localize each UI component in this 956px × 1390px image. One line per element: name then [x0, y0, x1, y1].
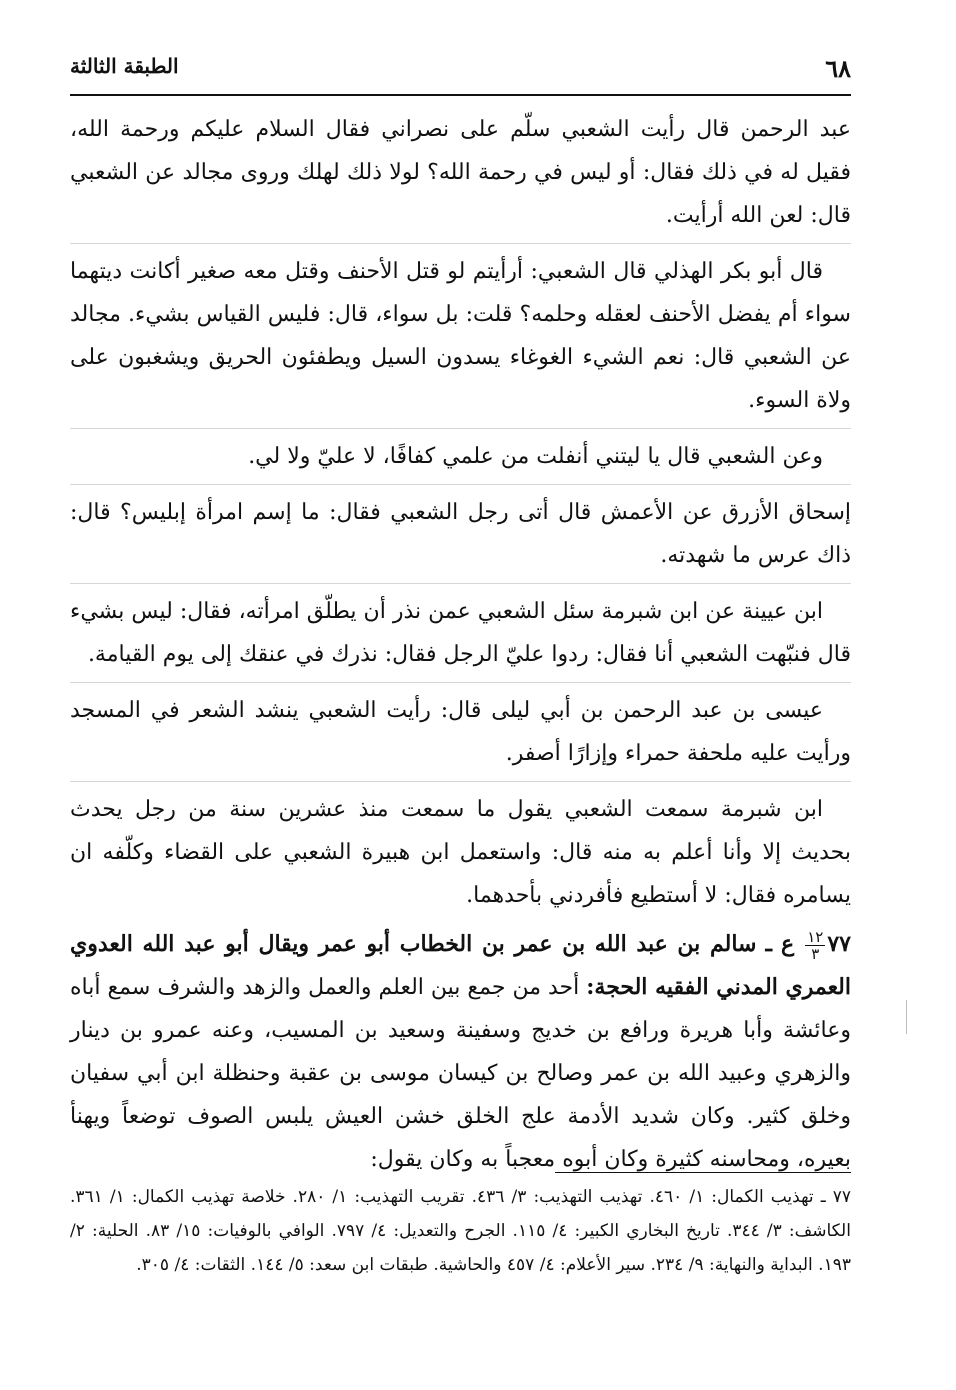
paragraph: وعن الشعبي قال يا ليتني أنفلت من علمي كفافًا، لا عليّ ولا لي.	[70, 428, 851, 484]
paragraph: عيسى بن عبد الرحمن بن أبي ليلى قال: رأيت الشعبي ينشد الشعر في المسجد ورأيت عليه ملحفة حمراء وإزارًا أصفر.	[70, 682, 851, 781]
page-header	[70, 50, 851, 96]
biography-entry	[70, 923, 851, 1181]
footnote-divider	[555, 1172, 851, 1173]
page-number: ٦٨	[825, 54, 851, 83]
main-text	[70, 108, 851, 1181]
fraction-denominator: ٣	[811, 944, 820, 963]
entry-text: أحد من جمع بين العلم والعمل والزهد والشرف سمع أباه وعائشة وأبا هريرة ورافع بن خديج وسفينة وسعيد بن المسيب، وعنه عمرو بن دينار والزهري وعبيد الله بن عمر وصالح بن كيسان موسى بن عقبة وحنظلة ابن أبي سفيان وخلق كثير. وكان شديد الأدمة علج الخلق خشن العيش يلبس الصوف توضعاً ويهنأ بعيره، ومحاسنه كثيرة وكان أبوه معجباً به وكان يقول:	[70, 975, 851, 1172]
paragraph: ابن عيينة عن ابن شبرمة سئل الشعبي عمن نذر أن يطلّق امرأته، فقال: ليس بشيء قال فنبّهت الشعبي أنا فقال: ردوا عليّ الرجل فقال: نذرك في عنقك إلى يوم القيامة.	[70, 583, 851, 682]
paragraph: إسحاق الأزرق عن الأعمش قال أتى رجل الشعبي فقال: ما إسم امرأة إبليس؟ قال: ذاك عرس ما شهدته.	[70, 484, 851, 583]
entry-dash: ـ	[765, 931, 772, 957]
footnotes	[70, 1180, 851, 1282]
margin-mark	[906, 1000, 907, 1034]
entry-fraction	[805, 929, 825, 962]
footnote: ٧٧ ـ تهذيب الكمال: ١/ ٤٦٠. تهذيب التهذيب: ٣/ ٤٣٦. تقريب التهذيب: ١/ ٢٨٠. خلاصة تهذيب الكمال: ١/ ٣٦١. الكاشف: ٣/ ٣٤٤. تاريخ البخاري الكبير: ٤/ ١١٥. الجرح والتعديل: ٤/ ٧٩٧. الوافي بالوفيات: ١٥/ ٨٣. الحلية: ٢/ ١٩٣. البداية والنهاية: ٩/ ٢٣٤. سير الأعلام: ٤/ ٤٥٧ والحاشية. طبقات ابن سعد: ٥/ ١٤٤. الثقات: ٤/ ٣٠٥.	[70, 1187, 852, 1275]
paragraph: ابن شبرمة سمعت الشعبي يقول ما سمعت منذ عشرين سنة من رجل يحدث بحديث إلا وأنا أعلم به منه قال: واستعمل ابن هبيرة الشعبي على القضاء وكلّفه ان يسامره فقال: لا أستطيع فأفردني بأحدهما.	[70, 781, 851, 923]
fraction-numerator: ١٢	[807, 927, 824, 946]
entry-code: ع	[781, 931, 795, 957]
paragraph: عبد الرحمن قال رأيت الشعبي سلّم على نصراني فقال السلام عليكم ورحمة الله، فقيل له في ذلك فقال: أو ليس في رحمة الله؟ لولا ذلك لهلك وروى مجالد عن الشعبي قال: لعن الله أرأيت.	[70, 117, 851, 228]
entry-number: ٧٧	[827, 931, 851, 957]
entry-name: سالم بن عبد الله بن عمر بن الخطاب أبو عمر ويقال أبو عبد الله العدوي العمري المدني الفقيه الحجة:	[70, 931, 851, 1000]
paragraph: قال أبو بكر الهذلي قال الشعبي: أرأيتم لو قتل الأحنف وقتل معه صغير أكانت ديتهما سواء أم يفضل الأحنف لعقله وحلمه؟ قلت: بل سواء، قال: فليس القياس بشيء. مجالد عن الشعبي قال: نعم الشيء الغوغاء يسدون السيل ويطفئون الحريق ويشغبون على ولاة السوء.	[70, 243, 851, 428]
running-title: الطبقة الثالثة	[70, 54, 179, 78]
